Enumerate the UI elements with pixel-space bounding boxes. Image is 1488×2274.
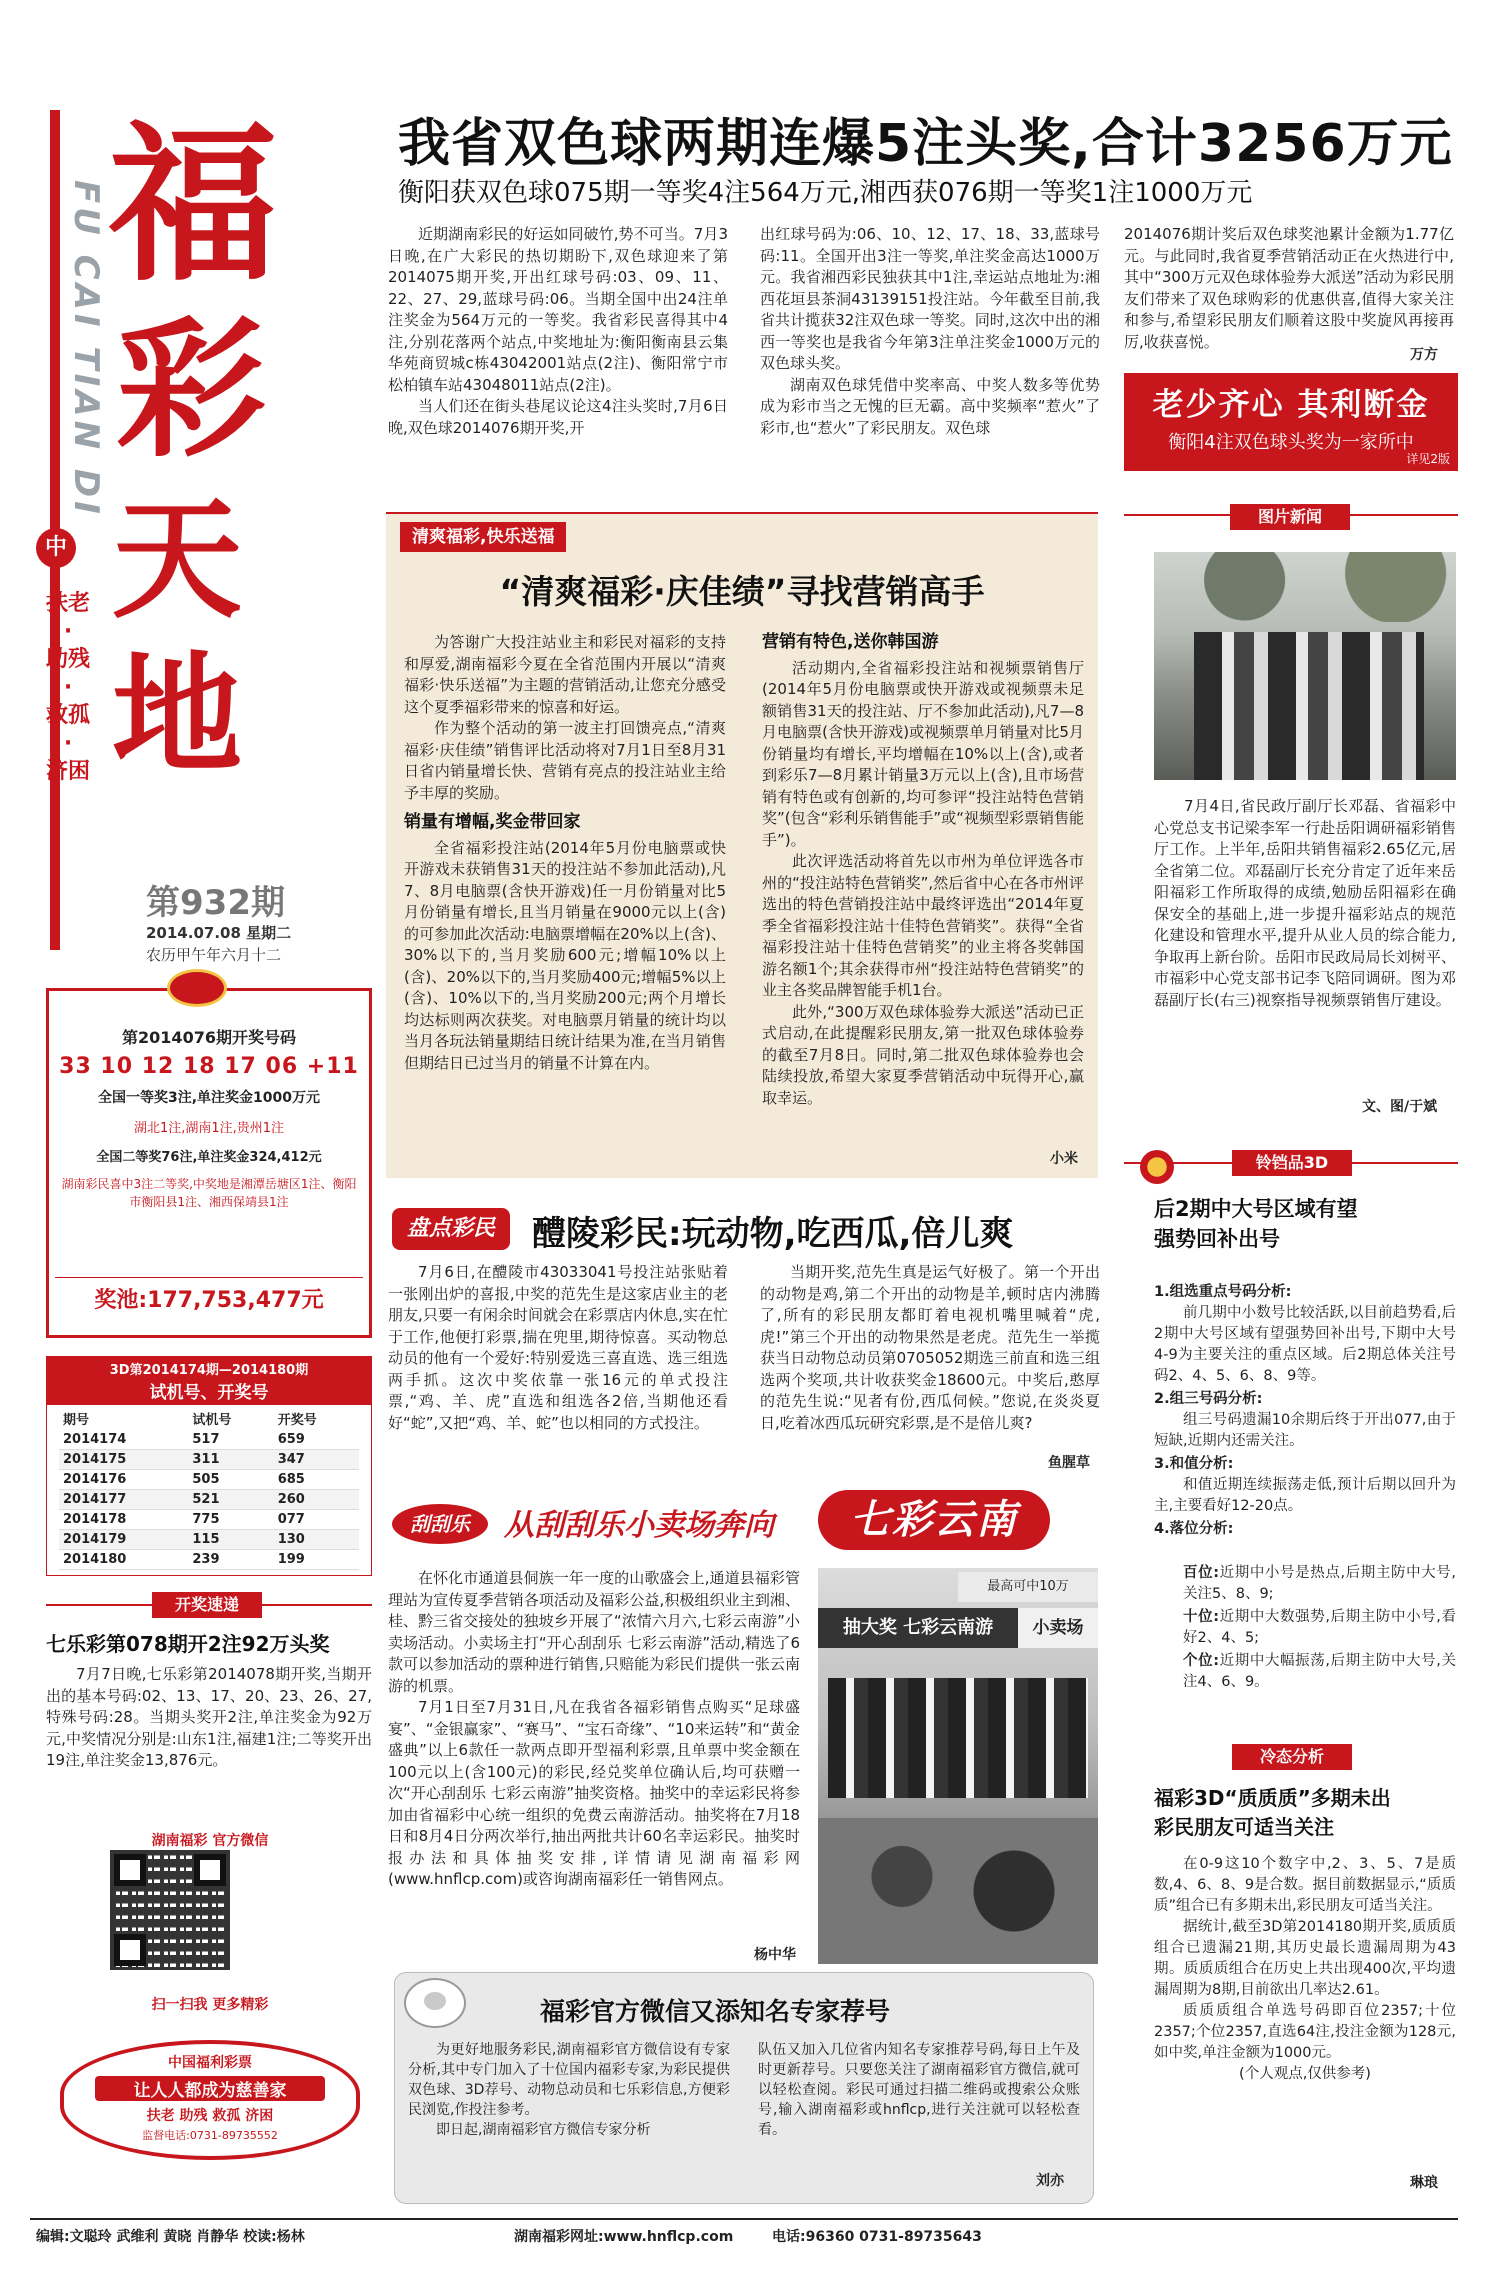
slogan-3: 救孤 — [45, 703, 90, 728]
masthead-pinyin: FU CAI TIAN DI — [66, 180, 106, 518]
promo-title: 老少齐心 其利断金 — [1152, 387, 1430, 423]
pool-divider — [55, 1277, 363, 1278]
tip-heading: 1.组选重点号码分析: — [1154, 1284, 1292, 1300]
feature-tag: 清爽福彩,快乐送福 — [400, 522, 566, 552]
trial-table — [59, 1407, 359, 1570]
footer-site[interactable]: 湖南福彩网址:www.hnflcp.com — [514, 2229, 734, 2245]
tip-heading: 十位: — [1183, 1609, 1220, 1625]
trial-cell: 260 — [274, 1490, 359, 1510]
ad-brand: 中国福利彩票 — [168, 2055, 252, 2071]
tip-text: 近期中小号是热点,后期主防中大号,关注5、8、9; — [1183, 1565, 1456, 1602]
qr-corner-icon — [194, 1854, 226, 1886]
cold-title: 福彩3D“质质质”多期未出彩民朋友可适当关注 — [1154, 1786, 1391, 1839]
qr-corner-icon — [114, 1854, 146, 1886]
wechat-story-col-1: 为更好地服务彩民,湖南福彩官方微信设有专家分析,其中专门加入了十位国内福彩专家,为彩民提供双色球、3D荐号、动物总动员和七乐彩信息,方便彩民浏览,作投注参考。 即日起,湖南福彩官方微信专家分析 — [408, 2042, 730, 2138]
story3-photo — [818, 1568, 1098, 1964]
tip-text: 近期中大数强势,后期主防中小号,看好2、4、5; — [1183, 1609, 1456, 1646]
charity-ad — [60, 2040, 360, 2160]
wechat-story-title: 福彩官方微信又添知名专家荐号 — [540, 1997, 891, 2026]
fast-news-body: 7月7日晚,七乐彩第2014078期开奖,当期开出的基本号码:02、13、17、20、23、26、27,特殊号码:28。当期头奖开2注,单注奖金为92万元,中奖情况分别是:山东1注,福建1注;二等奖开出19注,单注奖金13,876元。 — [46, 1665, 372, 1769]
tip-heading: 个位: — [1183, 1653, 1220, 1669]
lead-author: 万方 — [1410, 347, 1438, 363]
story3-logo: 刮刮乐 — [392, 1504, 488, 1544]
prize-panel — [46, 988, 372, 1338]
trial-title: 3D第2014174期—2014180期 — [109, 1363, 309, 1378]
tip-heading: 百位: — [1183, 1565, 1220, 1581]
tip-text: 近期中大幅振荡,后期主防中大号,关注4、6、9。 — [1183, 1653, 1456, 1690]
issue-lunar: 农历甲午年六月十二 — [146, 946, 282, 964]
masthead-char-4: 地 — [112, 639, 243, 791]
cold-body: 在0-9这10个数字中,2、3、5、7是质数,4、6、8、9是合数。据目前数据显示,“质质质”组合已有多期未出,彩民朋友可适当关注。 据统计,截至3D第2014180期开奖,质质质组合已遗漏21期,其历史最长遗漏周期为43期。质质质组合在历史上共出现400次,平均遗漏周期为8期,目前欲出几率达2.61。 质质质组合单选号码即百位2357;十位2357;个位2357,直选64注,投注金额为128元,如中奖,单注金额为1000元。 (个人观点,仅供参考) — [1154, 1856, 1456, 2082]
trial-panel — [46, 1356, 372, 1576]
photo-people — [1194, 632, 1424, 780]
masthead-char-2: 彩 — [116, 302, 267, 478]
trial-header-cell: 开奖号 — [277, 1413, 317, 1428]
trial-cell: 685 — [274, 1470, 359, 1490]
feature-col-1: 为答谢广大投注站业主和彩民对福彩的支持和厚爱,湖南福彩今夏在全省范围内开展以“清爽福彩·快乐送福”为主题的营销活动,让您充分感受这个夏季福彩带来的惊喜和好运。 作为整个活动的第一波主打回馈亮点,“清爽福彩·庆佳绩”销售评比活动将对7月1日至8月31日省内销量增长快、营销有亮点的投注站业主给予丰厚的奖励。 销量有增幅,奖金带回家 全省福彩投注站(2014年5月份电脑票或快开游戏未获销售31天的投注站不参加此活动),凡7、8月电脑票(含快开游戏)任一月份销量对比5月份销量有增长,且当月销量在9000元以上(含)的可参加此次活动:电脑票增幅在20%以上(含)、30%以下的,当月奖励600元;增幅10%以上(含)、20%以下的,当月奖励400元;增幅5%以上(含)、10%以下的,当月奖励200元;两个月增长均达标则两次获奖。对电脑票月销量的统计均以当月各玩法销量期结日统计结果为准,在当月销售但期结日已过当月的销量不计算在内。 — [404, 633, 726, 1072]
trial-cell: 2014177 — [59, 1490, 188, 1510]
promo-red-box — [1124, 373, 1458, 471]
wechat-label: 湖南福彩 官方微信 — [151, 1833, 269, 1849]
trial-header — [47, 1357, 371, 1405]
story2-logo: 盘点彩民 — [392, 1208, 510, 1250]
photo-crowd — [818, 1818, 1098, 1964]
photo-side: 最高可中10万 — [958, 1572, 1098, 1602]
trial-cell: 077 — [274, 1510, 359, 1530]
slogan-2: 助残 — [45, 647, 90, 672]
prize-numbers: 33 10 12 18 17 06 +11 — [59, 1054, 359, 1079]
tip-item — [1154, 1389, 1456, 1452]
second-prize: 全国二等奖76注,单注奖金324,412元 — [96, 1150, 322, 1165]
cold-author: 琳琅 — [1410, 2175, 1438, 2191]
prize-title: 第2014076期开奖号码 — [122, 1028, 296, 1047]
trial-cell: 2014180 — [59, 1550, 188, 1570]
prize-badge-icon — [167, 969, 227, 1007]
trial-cell: 347 — [274, 1450, 359, 1470]
photo-news-caption: 7月4日,省民政厅副厅长邓磊、省福彩中心党总支书记梁李军一行赴岳阳调研福彩销售厅工作。上半年,岳阳共销售福彩2.65亿元,居全省第二位。邓磊副厅长充分肯定了近年来岳阳福彩工作所取得的成绩,勉励岳阳福彩在确保安全的基础上,进一步提升福彩站点的规范化建设和管理水平,提升从业人员的综合能力,争取再上新台阶。岳阳市民政局局长刘树平、市福彩中心党支部书记李飞陪同调研。图为邓磊副厅长(右三)视察指导视频票销售厅建设。 — [1154, 797, 1456, 1009]
feature-col-2: 营销有特色,送你韩国游 活动期内,全省福彩投注站和视频票销售厅(2014年5月份电脑票或快开游戏或视频票未足额销售31天的投注站、厅不参加此活动),凡7—8月电脑票(含快开游戏)或视频票单月销量对比5月份销量均有增长,平均增幅在10%以上(含),或者到彩乐7—8月累计销量3万元以上(含),且市场营销有特色或有创新的,均可参评“投注站特色营销奖”(包含“彩利乐销售能手”或“视频型彩票销售能手”)。 此次评选活动将首先以市州为单位评选各市州的“投注站特色营销奖”,然后省中心在各市州评选出的特色营销投注站中最终评选出“2014年夏季全省福彩投注站十佳特色营销奖”。获得“全省福彩投注站十佳特色营销奖”的业主将各奖韩国游名额1个;其余获得市州“投注站特色营销奖”的业主各奖品牌智能手机1台。 此外,“300万双色球体验券大派送”活动已正式启动,在此提醒彩民朋友,第一批双色球体验券的截至7月8日。同时,第二批双色球体验券也会陆续投放,希望大家夏季营销活动中玩得开心,赢取幸运。 — [762, 632, 1084, 1107]
tip-text: 组三号码遗漏10余期后终于开出077,由于短缺,近期内还需关注。 — [1154, 1412, 1456, 1449]
wechat-icon — [404, 1978, 466, 2028]
trial-cell: 130 — [274, 1530, 359, 1550]
tips-body — [1154, 1282, 1456, 1734]
tip-item — [1154, 1282, 1456, 1387]
slogan-dot: · — [63, 619, 73, 644]
fast-news-title: 七乐彩第078期开2注92万头奖 — [46, 1632, 330, 1656]
tip-heading: 2.组三号码分析: — [1154, 1391, 1263, 1407]
photo-banner: 抽大奖 七彩云南游 — [818, 1608, 1018, 1648]
photo-tag: 小卖场 — [1018, 1608, 1098, 1648]
trial-cell: 2014174 — [59, 1430, 188, 1450]
trial-cell: 775 — [188, 1510, 273, 1530]
footer-rule — [30, 2218, 1458, 2220]
story2-col-1: 7月6日,在醴陵市43033041号投注站张贴着一张刚出炉的喜报,中奖的范先生是这家店业主的老朋友,只要一有闲余时间就会在彩票店内休息,实在忙于工作,他便打彩票,揣在兜里,期待惊喜。买动物总动员的他有一个爱好:特别爱选三喜直选、选三组选两手抓。这次中奖依靠一张16元的单式投注票,“鸡、羊、虎”直选和组选各2倍,当期他还看好“蛇”,又把“鸡、羊、蛇”也以相同的方式投注。 — [388, 1263, 728, 1432]
cold-label: 冷态分析 — [1232, 1744, 1352, 1770]
lottery-logo-icon: 中 — [36, 528, 76, 568]
slogan-dot: · — [63, 731, 73, 756]
ad-values: 扶老 助残 救孤 济困 — [146, 2108, 274, 2124]
lead-col-1: 近期湖南彩民的好运如同破竹,势不可当。7月3日晚,在广大彩民的热切期盼下,双色球迎来了第2014075期开奖,开出红球号码:03、09、11、22、27、29,蓝球号码:06。当期全国中出24注单注奖金为564万元的一等奖。我省彩民喜得其中4注,分别花落两个站点,中奖地址为:衡阳衡南县云集华苑商贸城c栋43042001站点(2注)、衡阳常宁市松柏镇车站43048011站点(2注)。 当人们还在街头巷尾议论这4注头奖时,7月6日晚,双色球2014076期开奖,开 — [388, 225, 728, 437]
photo-tree — [1154, 552, 1456, 622]
trial-cell: 521 — [188, 1490, 273, 1510]
trial-row — [59, 1550, 359, 1570]
feature-sub-1: 销量有增幅,奖金带回家 — [404, 812, 581, 832]
trial-cell: 115 — [188, 1530, 273, 1550]
trial-cell: 2014176 — [59, 1470, 188, 1490]
qr-corner-icon — [114, 1934, 146, 1966]
trial-cell: 199 — [274, 1550, 359, 1570]
tip-item — [1154, 1607, 1456, 1649]
slogan-1: 扶老 — [45, 591, 90, 616]
feature-sub-2: 营销有特色,送你韩国游 — [762, 632, 939, 652]
trial-row — [59, 1530, 359, 1550]
promo-sub: 衡阳4注双色球头奖为一家所中 — [1168, 432, 1414, 453]
tip-heading: 4.落位分析: — [1154, 1521, 1234, 1537]
trial-cell: 2014178 — [59, 1510, 188, 1530]
story3-title-b: 七彩云南 — [818, 1490, 1050, 1550]
trial-row — [59, 1470, 359, 1490]
trial-cell: 2014179 — [59, 1530, 188, 1550]
feature-title: “清爽福彩·庆佳绩”寻找营销高手 — [499, 572, 985, 611]
tip-item — [1154, 1454, 1456, 1517]
trial-cell: 659 — [274, 1430, 359, 1450]
photo-news-author: 文、图/于斌 — [1362, 1099, 1438, 1115]
wechat-story-col-2: 队伍又加入几位省内知名专家推荐号码,每日上午及时更新荐号。只要您关注了湖南福彩官方微信,就可以轻松查阅。彩民可通过扫描二维码或搜索公众账号,输入湖南福彩或hnflcp,进行关注就可以轻松查看。 — [758, 2042, 1080, 2138]
trial-cell: 505 — [188, 1470, 273, 1490]
footer-editors: 编辑:文聪玲 武维利 黄晓 肖静华 校读:杨林 — [36, 2229, 305, 2245]
ad-phone: 监督电话:0731-89735552 — [142, 2129, 278, 2142]
trial-row — [59, 1510, 359, 1530]
masthead-char-1: 福 — [108, 105, 279, 305]
trial-cell: 311 — [188, 1450, 273, 1470]
fast-news-tag: 开奖速递 — [152, 1592, 262, 1618]
issue-number: 第932期 — [146, 883, 285, 923]
tips-bell-icon — [1140, 1150, 1174, 1184]
story3-body: 在怀化市通道县侗族一年一度的山歌盛会上,通道县福彩管理站为宣传夏季营销各项活动及福彩公益,积极组织业主到湘、桂、黔三省交接处的独坡乡开展了“浓情六月六,七彩云南游”小卖场活动。小卖场主打“开心刮刮乐 七彩云南游”活动,精选了6款可以参加活动的票种进行销售,只赔能为彩民们提供一张云南游的机票。 7月1日至7月31日,凡在我省各福彩销售点购买“足球盛宴”、“金银赢家”、“赛马”、“宝石奇缘”、“10来运转”和“黄金盛典”以上6款任一款两点即开型福利彩票,且单票中奖金额在100元以上(含100元)的彩民,经兑奖单位确认后,均可获赠一次“开心刮刮乐 七彩云南游”抽奖资格。抽奖中的幸运彩民将参加由省福彩中心统一组织的免费云南游活动。抽奖将在7月18日和8月4日分两次举行,抽出两批共计60名幸运彩民。抽奖时报办法和具体抽奖安排,详情请见湖南福彩网(www.hnflcp.com)或咨询湖南福彩任一销售网点。 — [388, 1569, 800, 1888]
lead-title: 我省双色球两期连爆5注头奖,合计3256万元 — [398, 114, 1453, 174]
story2-title: 醴陵彩民:玩动物,吃西瓜,倍儿爽 — [532, 1214, 1014, 1254]
story3-author: 杨中华 — [754, 1947, 796, 1963]
masthead-char-3: 天 — [112, 484, 243, 636]
tip-text — [1154, 1542, 1183, 1558]
prize-pool: 奖池:177,753,477元 — [94, 1288, 324, 1313]
trial-row — [59, 1490, 359, 1510]
wechat-story-author: 刘亦 — [1036, 2173, 1064, 2189]
trial-cell: 2014175 — [59, 1450, 188, 1470]
tip-text: 和值近期连续振荡走低,预计后期以回升为主,主要看好12-20点。 — [1154, 1477, 1456, 1514]
tip-heading: 3.和值分析: — [1154, 1456, 1234, 1472]
trial-cell: 517 — [188, 1430, 273, 1450]
trial-header-cell: 试机号 — [192, 1413, 232, 1428]
wechat-bubble-icon — [424, 1992, 446, 2010]
trial-row — [59, 1450, 359, 1470]
issue-date: 2014.07.08 星期二 — [146, 924, 292, 942]
lead-col-3: 2014076期计奖后双色球奖池累计金额为1.77亿元。与此同时,我省夏季营销活动正在火热进行中,其中“300万元双色球体验券大派送”活动为彩民朋友们带来了双色球购彩的优惠供喜,值得大家关注和参与,希望彩民朋友们顺着这股中奖旋风再接再厉,收获喜悦。 — [1124, 225, 1454, 351]
footer-phone: 电话:96360 0731-89735643 — [772, 2229, 982, 2245]
tips-label: 铃铛品3D — [1232, 1150, 1352, 1176]
first-prize: 全国一等奖3注,单注奖金1000万元 — [97, 1090, 321, 1106]
tip-item — [1154, 1563, 1456, 1605]
lead-col-2: 出红球号码为:06、10、12、17、18、33,蓝球号码:11。全国开出3注一等奖,单注奖金高达1000万元。我省湘西彩民独获其中1注,幸运站点地址为:湘西花垣县茶洞43139151投注站。今年截至目前,我省共计揽获32注双色球一等奖。同时,这次中出的湘西一等奖也是我省今年第3注单注奖金1000万元的双色球头奖。 湖南双色球凭借中奖率高、中奖人数多等优势成为彩市当之无愧的巨无霸。高中奖频率“惹火”了彩市,也“惹火”了彩民朋友。双色球 — [760, 225, 1100, 437]
trial-header-cell: 期号 — [63, 1413, 90, 1428]
tip-item — [1154, 1651, 1456, 1693]
story2-author: 鱼腥草 — [1048, 1455, 1090, 1471]
photo-news-label: 图片新闻 — [1230, 504, 1350, 530]
ad-slogan: 让人人都成为慈善家 — [95, 2076, 325, 2101]
trial-subtitle: 试机号、开奖号 — [149, 1383, 269, 1403]
tips-title: 后2期中大号区域有望强势回补出号 — [1154, 1197, 1358, 1251]
masthead — [44, 105, 376, 970]
slogan-dot: · — [63, 675, 73, 700]
trial-row — [59, 1430, 359, 1450]
tip-text: 前几期中小数号比较活跃,以目前趋势看,后2期中大号区域有望强势回补出号,下期中大号4-9为主要关注的重点区域。后2期总体关注号码2、4、5、6、8、9等。 — [1154, 1305, 1456, 1384]
story2-col-2: 当期开奖,范先生真是运气好极了。第一个开出的动物是鸡,第二个开出的动物是羊,顿时店内沸腾了,所有的彩民朋友都盯着电视机嘴里喊着“虎,虎!”第三个开出的动物果然是老虎。范先生一举揽获当日动物总动员第0705052期选三前直和选三组选两个奖项,共计收获奖金18600元。中奖后,憨厚的范先生说:“见者有份,西瓜伺候。”您说,在炎炎夏日,吃着冰西瓜玩研究彩票,是不是倍儿爽? — [760, 1263, 1100, 1432]
first-prize-provinces: 湖北1注,湖南1注,贵州1注 — [133, 1121, 285, 1136]
feature-author: 小米 — [1050, 1151, 1078, 1167]
tip-item — [1154, 1519, 1456, 1561]
promo-link[interactable]: 详见2版 — [1406, 452, 1450, 466]
photo-news-image — [1154, 552, 1456, 780]
masthead-slogan — [44, 590, 92, 786]
lead-subtitle: 衡阳获双色球075期一等奖4注564万元,湘西获076期一等奖1注1000万元 — [398, 178, 1253, 208]
story3-title-a: 从刮刮乐小卖场奔向 — [504, 1508, 774, 1543]
fast-news-label — [46, 1595, 372, 1630]
trial-cell: 239 — [188, 1550, 273, 1570]
scan-label: 扫一扫我 更多精彩 — [151, 1997, 269, 2013]
slogan-4: 济困 — [45, 759, 90, 784]
hunan-note: 湖南彩民喜中3注二等奖,中奖地是湘潭岳塘区1注、衡阳市衡阳县1注、湘西保靖县1注 — [61, 1177, 357, 1209]
photo-dancers — [828, 1678, 1088, 1798]
